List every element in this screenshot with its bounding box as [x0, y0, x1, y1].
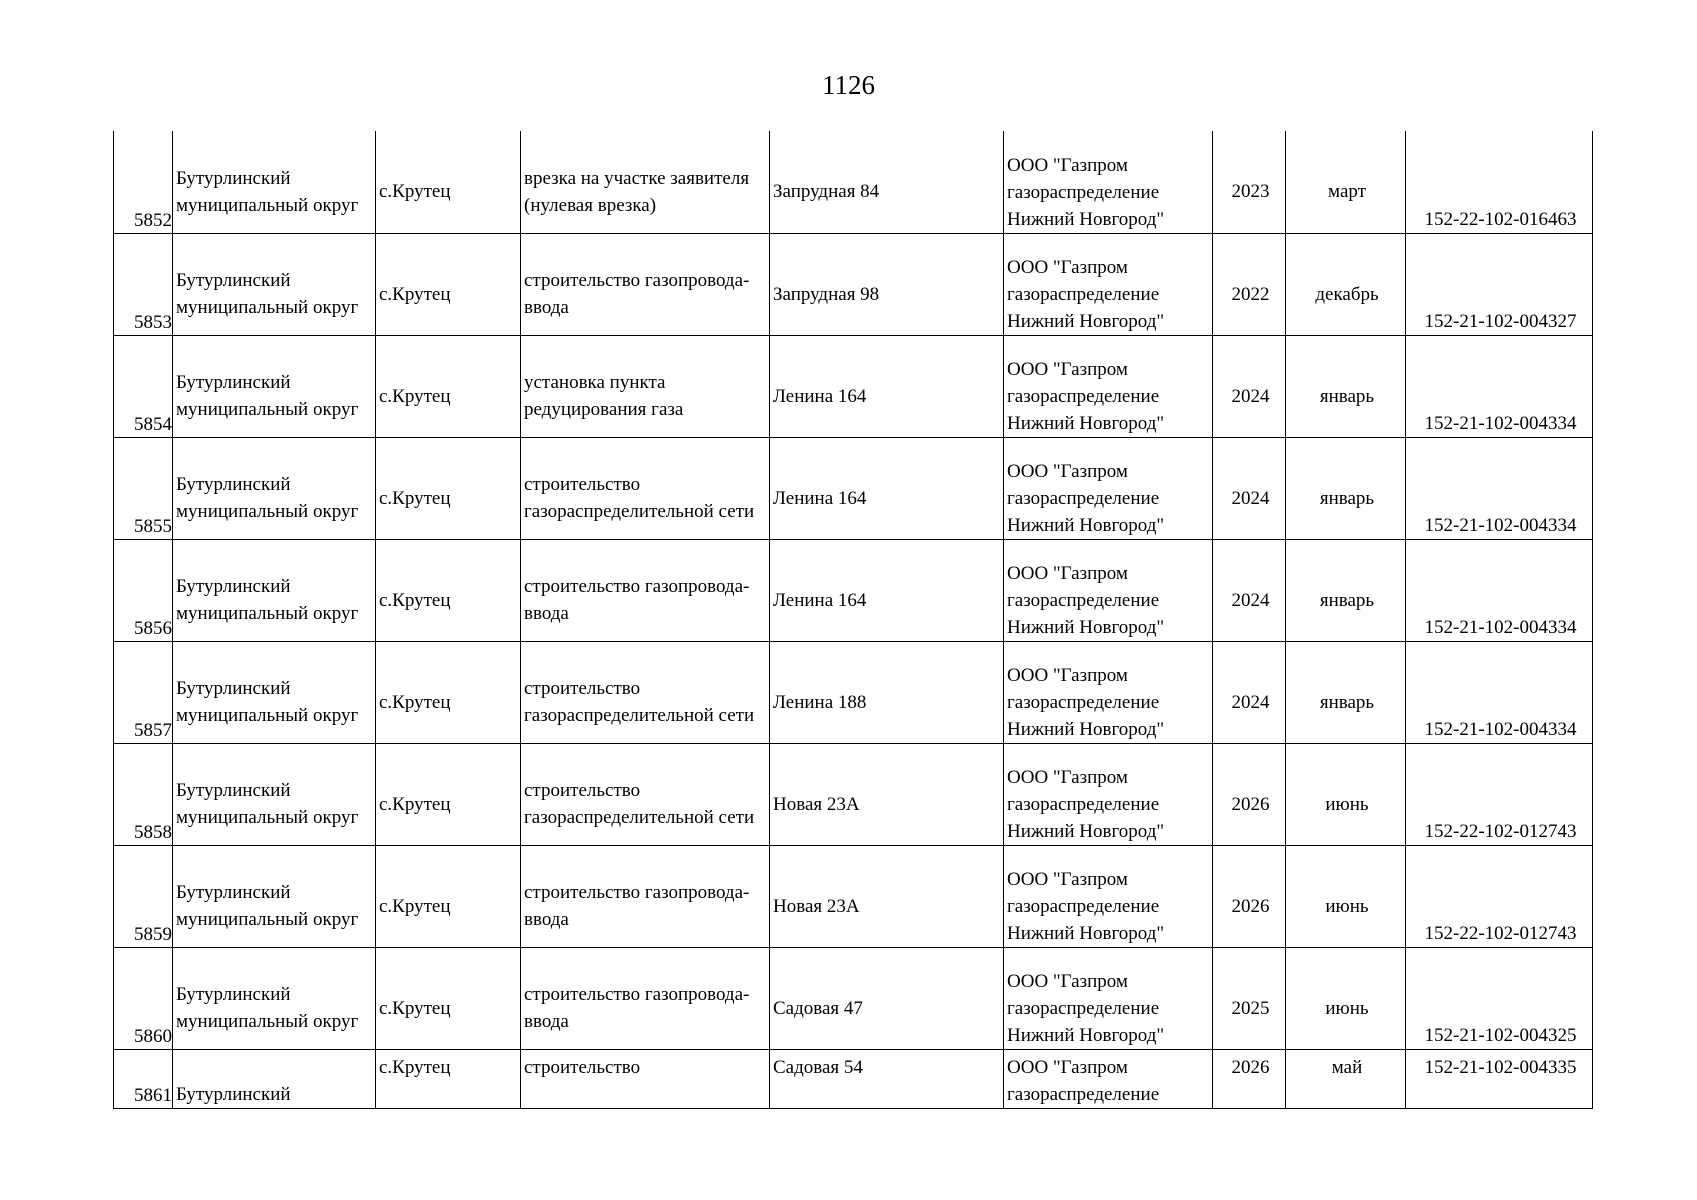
work-type-cell [521, 233, 770, 335]
organization-cell [1004, 845, 1213, 947]
address: Садовая 54 [773, 1056, 863, 1078]
organization-cell [1004, 335, 1213, 437]
work-type-line: ввода [524, 1011, 569, 1032]
district-line: Бутурлинский [176, 678, 291, 699]
organization-line: газораспределение [1007, 895, 1160, 917]
district-cell [173, 743, 376, 845]
work-type-line: врезка на участке заявителя [524, 167, 750, 189]
address-cell [770, 539, 1004, 641]
application-code: 152-21-102-004327 [1424, 310, 1577, 332]
code-cell [1406, 539, 1593, 641]
district-line: Бутурлинский [176, 780, 291, 801]
district-line: муниципальный округ [176, 1011, 359, 1032]
work-type-cell [521, 845, 770, 947]
year-cell [1213, 641, 1286, 743]
settlement: с.Крутец [379, 1056, 451, 1078]
address: Запрудная 98 [773, 283, 880, 305]
code-cell [1406, 437, 1593, 539]
address-cell [770, 335, 1004, 437]
registry-table [113, 131, 1593, 1109]
district-cell [173, 233, 376, 335]
month: март [1328, 181, 1366, 203]
address: Ленина 188 [773, 691, 867, 713]
application-code: 152-21-102-004334 [1424, 616, 1577, 638]
code-cell [1406, 1049, 1593, 1108]
month-cell [1286, 845, 1406, 947]
year-cell [1213, 131, 1286, 233]
organization-cell [1004, 437, 1213, 539]
organization-line: ООО "Газпром [1007, 460, 1128, 482]
table-row [114, 335, 1593, 437]
application-code: 152-21-102-004334 [1424, 412, 1577, 434]
month: январь [1319, 691, 1375, 713]
organization-cell [1004, 947, 1213, 1049]
year: 2026 [1231, 793, 1270, 815]
organization-line: Нижний Новгород" [1007, 514, 1165, 536]
work-type-line: строительство [524, 474, 641, 495]
address: Запрудная 84 [773, 181, 880, 203]
district-line: Бутурлинский [176, 1083, 291, 1105]
year-cell [1213, 1049, 1286, 1108]
settlement-cell [376, 335, 521, 437]
row-number-cell [114, 947, 173, 1049]
district-cell [173, 539, 376, 641]
organization-cell [1004, 539, 1213, 641]
district-cell [173, 641, 376, 743]
application-code: 152-21-102-004334 [1424, 514, 1577, 536]
address-cell [770, 845, 1004, 947]
work-type-line: строительство [524, 780, 641, 801]
organization-cell [1004, 1049, 1213, 1108]
row-number-cell [114, 743, 173, 845]
year: 2024 [1231, 589, 1270, 611]
work-type-cell [521, 1049, 770, 1108]
organization-line: ООО "Газпром [1007, 664, 1128, 686]
district-cell [173, 131, 376, 233]
application-code: 152-22-102-012743 [1424, 820, 1577, 842]
organization-line: газораспределение [1007, 1083, 1160, 1105]
settlement: с.Крутец [379, 283, 451, 305]
application-code: 152-22-102-012743 [1424, 922, 1577, 944]
district-line: Бутурлинский [176, 576, 291, 597]
organization-line: газораспределение [1007, 691, 1160, 713]
year: 2024 [1231, 487, 1270, 509]
row-number: 5860 [134, 1025, 172, 1047]
work-type-line: ввода [524, 297, 569, 318]
organization-line: газораспределение [1007, 283, 1160, 305]
settlement: с.Крутец [379, 589, 451, 611]
settlement: с.Крутец [379, 181, 451, 203]
organization-line: ООО "Газпром [1007, 1056, 1128, 1078]
address-cell [770, 947, 1004, 1049]
address-cell [770, 233, 1004, 335]
month: январь [1319, 487, 1375, 509]
organization-line: Нижний Новгород" [1007, 208, 1165, 230]
district-line: муниципальный округ [176, 909, 359, 930]
organization-line: ООО "Газпром [1007, 358, 1128, 380]
settlement: с.Крутец [379, 385, 451, 407]
settlement-cell [376, 947, 521, 1049]
application-code: 152-21-102-004334 [1424, 718, 1577, 740]
district-line: Бутурлинский [176, 474, 291, 495]
row-number-cell [114, 1049, 173, 1108]
table-row [114, 947, 1593, 1049]
row-number: 5861 [134, 1084, 172, 1106]
organization-line: Нижний Новгород" [1007, 820, 1165, 842]
district-line: муниципальный округ [176, 603, 359, 624]
row-number-cell [114, 131, 173, 233]
work-type-cell [521, 437, 770, 539]
month-cell [1286, 335, 1406, 437]
month: июнь [1325, 793, 1369, 815]
organization-line: Нижний Новгород" [1007, 310, 1165, 332]
year: 2024 [1231, 691, 1270, 713]
organization-line: Нижний Новгород" [1007, 1024, 1165, 1046]
work-type-line: установка пункта [524, 372, 666, 393]
organization-line: газораспределение [1007, 589, 1160, 611]
code-cell [1406, 947, 1593, 1049]
work-type-line: строительство газопровода- [524, 576, 750, 597]
district-cell [173, 335, 376, 437]
year: 2023 [1231, 181, 1270, 203]
organization-line: ООО "Газпром [1007, 154, 1128, 176]
address-cell [770, 743, 1004, 845]
district-line: Бутурлинский [176, 270, 291, 291]
organization-line: газораспределение [1007, 793, 1160, 815]
application-code: 152-22-102-016463 [1424, 208, 1577, 230]
district-line: муниципальный округ [176, 399, 359, 420]
organization-cell [1004, 743, 1213, 845]
address: Новая 23А [773, 895, 860, 917]
year: 2022 [1231, 283, 1270, 305]
row-number-cell [114, 437, 173, 539]
table-row [114, 233, 1593, 335]
organization-line: газораспределение [1007, 385, 1160, 407]
row-number-cell [114, 641, 173, 743]
organization-line: Нижний Новгород" [1007, 412, 1165, 434]
table-row [114, 437, 1593, 539]
district-cell [173, 947, 376, 1049]
district-line: муниципальный округ [176, 705, 359, 726]
work-type-cell [521, 947, 770, 1049]
year: 2026 [1231, 1056, 1270, 1078]
registry-rows [114, 131, 1593, 1108]
month-cell [1286, 947, 1406, 1049]
table-row [114, 743, 1593, 845]
page-number: 1126 [822, 70, 875, 100]
month: июнь [1325, 997, 1369, 1019]
work-type-cell [521, 743, 770, 845]
organization-cell [1004, 233, 1213, 335]
settlement: с.Крутец [379, 895, 451, 917]
row-number: 5856 [134, 617, 172, 639]
settlement-cell [376, 743, 521, 845]
month: декабрь [1315, 283, 1379, 305]
year: 2024 [1231, 385, 1270, 407]
district-cell [173, 845, 376, 947]
year: 2026 [1231, 895, 1270, 917]
organization-line: ООО "Газпром [1007, 766, 1128, 788]
organization-cell [1004, 641, 1213, 743]
settlement-cell [376, 1049, 521, 1108]
row-number: 5857 [134, 719, 172, 741]
organization-line: ООО "Газпром [1007, 970, 1128, 992]
year: 2025 [1231, 997, 1270, 1019]
application-code: 152-21-102-004325 [1424, 1024, 1577, 1046]
settlement-cell [376, 641, 521, 743]
settlement: с.Крутец [379, 691, 451, 713]
district-line: муниципальный округ [176, 501, 359, 522]
address: Ленина 164 [773, 487, 867, 509]
row-number: 5852 [134, 209, 172, 231]
month-cell [1286, 743, 1406, 845]
work-type-line: строительство [524, 1056, 641, 1078]
organization-line: ООО "Газпром [1007, 256, 1128, 278]
row-number: 5855 [134, 515, 172, 537]
work-type-cell [521, 335, 770, 437]
table-row [114, 539, 1593, 641]
organization-line: Нижний Новгород" [1007, 922, 1165, 944]
district-line: муниципальный округ [176, 297, 359, 318]
work-type-line: газораспределительной сети [524, 705, 755, 726]
work-type-line: газораспределительной сети [524, 807, 755, 828]
work-type-line: ввода [524, 909, 569, 930]
settlement-cell [376, 233, 521, 335]
row-number-cell [114, 335, 173, 437]
month-cell [1286, 1049, 1406, 1108]
month: январь [1319, 589, 1375, 611]
settlement: с.Крутец [379, 793, 451, 815]
work-type-line: редуцирования газа [524, 399, 684, 420]
settlement-cell [376, 845, 521, 947]
row-number-cell [114, 845, 173, 947]
district-line: Бутурлинский [176, 167, 291, 189]
work-type-cell [521, 641, 770, 743]
settlement-cell [376, 131, 521, 233]
organization-line: Нижний Новгород" [1007, 718, 1165, 740]
district-cell [173, 437, 376, 539]
district-cell [173, 1049, 376, 1108]
year-cell [1213, 233, 1286, 335]
code-cell [1406, 641, 1593, 743]
code-cell [1406, 335, 1593, 437]
work-type-line: строительство газопровода- [524, 882, 750, 903]
year-cell [1213, 743, 1286, 845]
code-cell [1406, 131, 1593, 233]
row-number: 5858 [134, 821, 172, 843]
table-row [114, 1049, 1593, 1108]
address: Ленина 164 [773, 589, 867, 611]
month: июнь [1325, 895, 1369, 917]
table-row [114, 845, 1593, 947]
month-cell [1286, 131, 1406, 233]
work-type-line: (нулевая врезка) [524, 194, 657, 216]
organization-line: Нижний Новгород" [1007, 616, 1165, 638]
organization-line: газораспределение [1007, 487, 1160, 509]
code-cell [1406, 743, 1593, 845]
month: январь [1319, 385, 1375, 407]
code-cell [1406, 845, 1593, 947]
settlement: с.Крутец [379, 487, 451, 509]
row-number-cell [114, 539, 173, 641]
address: Ленина 164 [773, 385, 867, 407]
work-type-line: строительство [524, 678, 641, 699]
year-cell [1213, 845, 1286, 947]
district-line: муниципальный округ [176, 807, 359, 828]
district-line: Бутурлинский [176, 984, 291, 1005]
work-type-line: газораспределительной сети [524, 501, 755, 522]
address: Новая 23А [773, 793, 860, 815]
month-cell [1286, 437, 1406, 539]
work-type-cell [521, 539, 770, 641]
work-type-cell [521, 131, 770, 233]
month-cell [1286, 233, 1406, 335]
organization-line: ООО "Газпром [1007, 868, 1128, 890]
district-line: Бутурлинский [176, 882, 291, 903]
year-cell [1213, 947, 1286, 1049]
year-cell [1213, 335, 1286, 437]
organization-cell [1004, 131, 1213, 233]
year-cell [1213, 539, 1286, 641]
month: май [1331, 1056, 1363, 1078]
work-type-line: ввода [524, 603, 569, 624]
table-row [114, 641, 1593, 743]
code-cell [1406, 233, 1593, 335]
organization-line: газораспределение [1007, 997, 1160, 1019]
address-cell [770, 1049, 1004, 1108]
work-type-line: строительство газопровода- [524, 270, 750, 291]
settlement-cell [376, 437, 521, 539]
row-number: 5859 [134, 923, 172, 945]
address-cell [770, 437, 1004, 539]
row-number-cell [114, 233, 173, 335]
address-cell [770, 131, 1004, 233]
organization-line: ООО "Газпром [1007, 562, 1128, 584]
organization-line: газораспределение [1007, 181, 1160, 203]
row-number: 5854 [134, 413, 172, 435]
settlement: с.Крутец [379, 997, 451, 1019]
work-type-line: строительство газопровода- [524, 984, 750, 1005]
year-cell [1213, 437, 1286, 539]
application-code: 152-21-102-004335 [1424, 1056, 1577, 1078]
row-number: 5853 [134, 311, 172, 333]
district-line: муниципальный округ [176, 194, 359, 216]
district-line: Бутурлинский [176, 372, 291, 393]
table-row [114, 131, 1593, 233]
address: Садовая 47 [773, 997, 863, 1019]
address-cell [770, 641, 1004, 743]
month-cell [1286, 539, 1406, 641]
month-cell [1286, 641, 1406, 743]
settlement-cell [376, 539, 521, 641]
